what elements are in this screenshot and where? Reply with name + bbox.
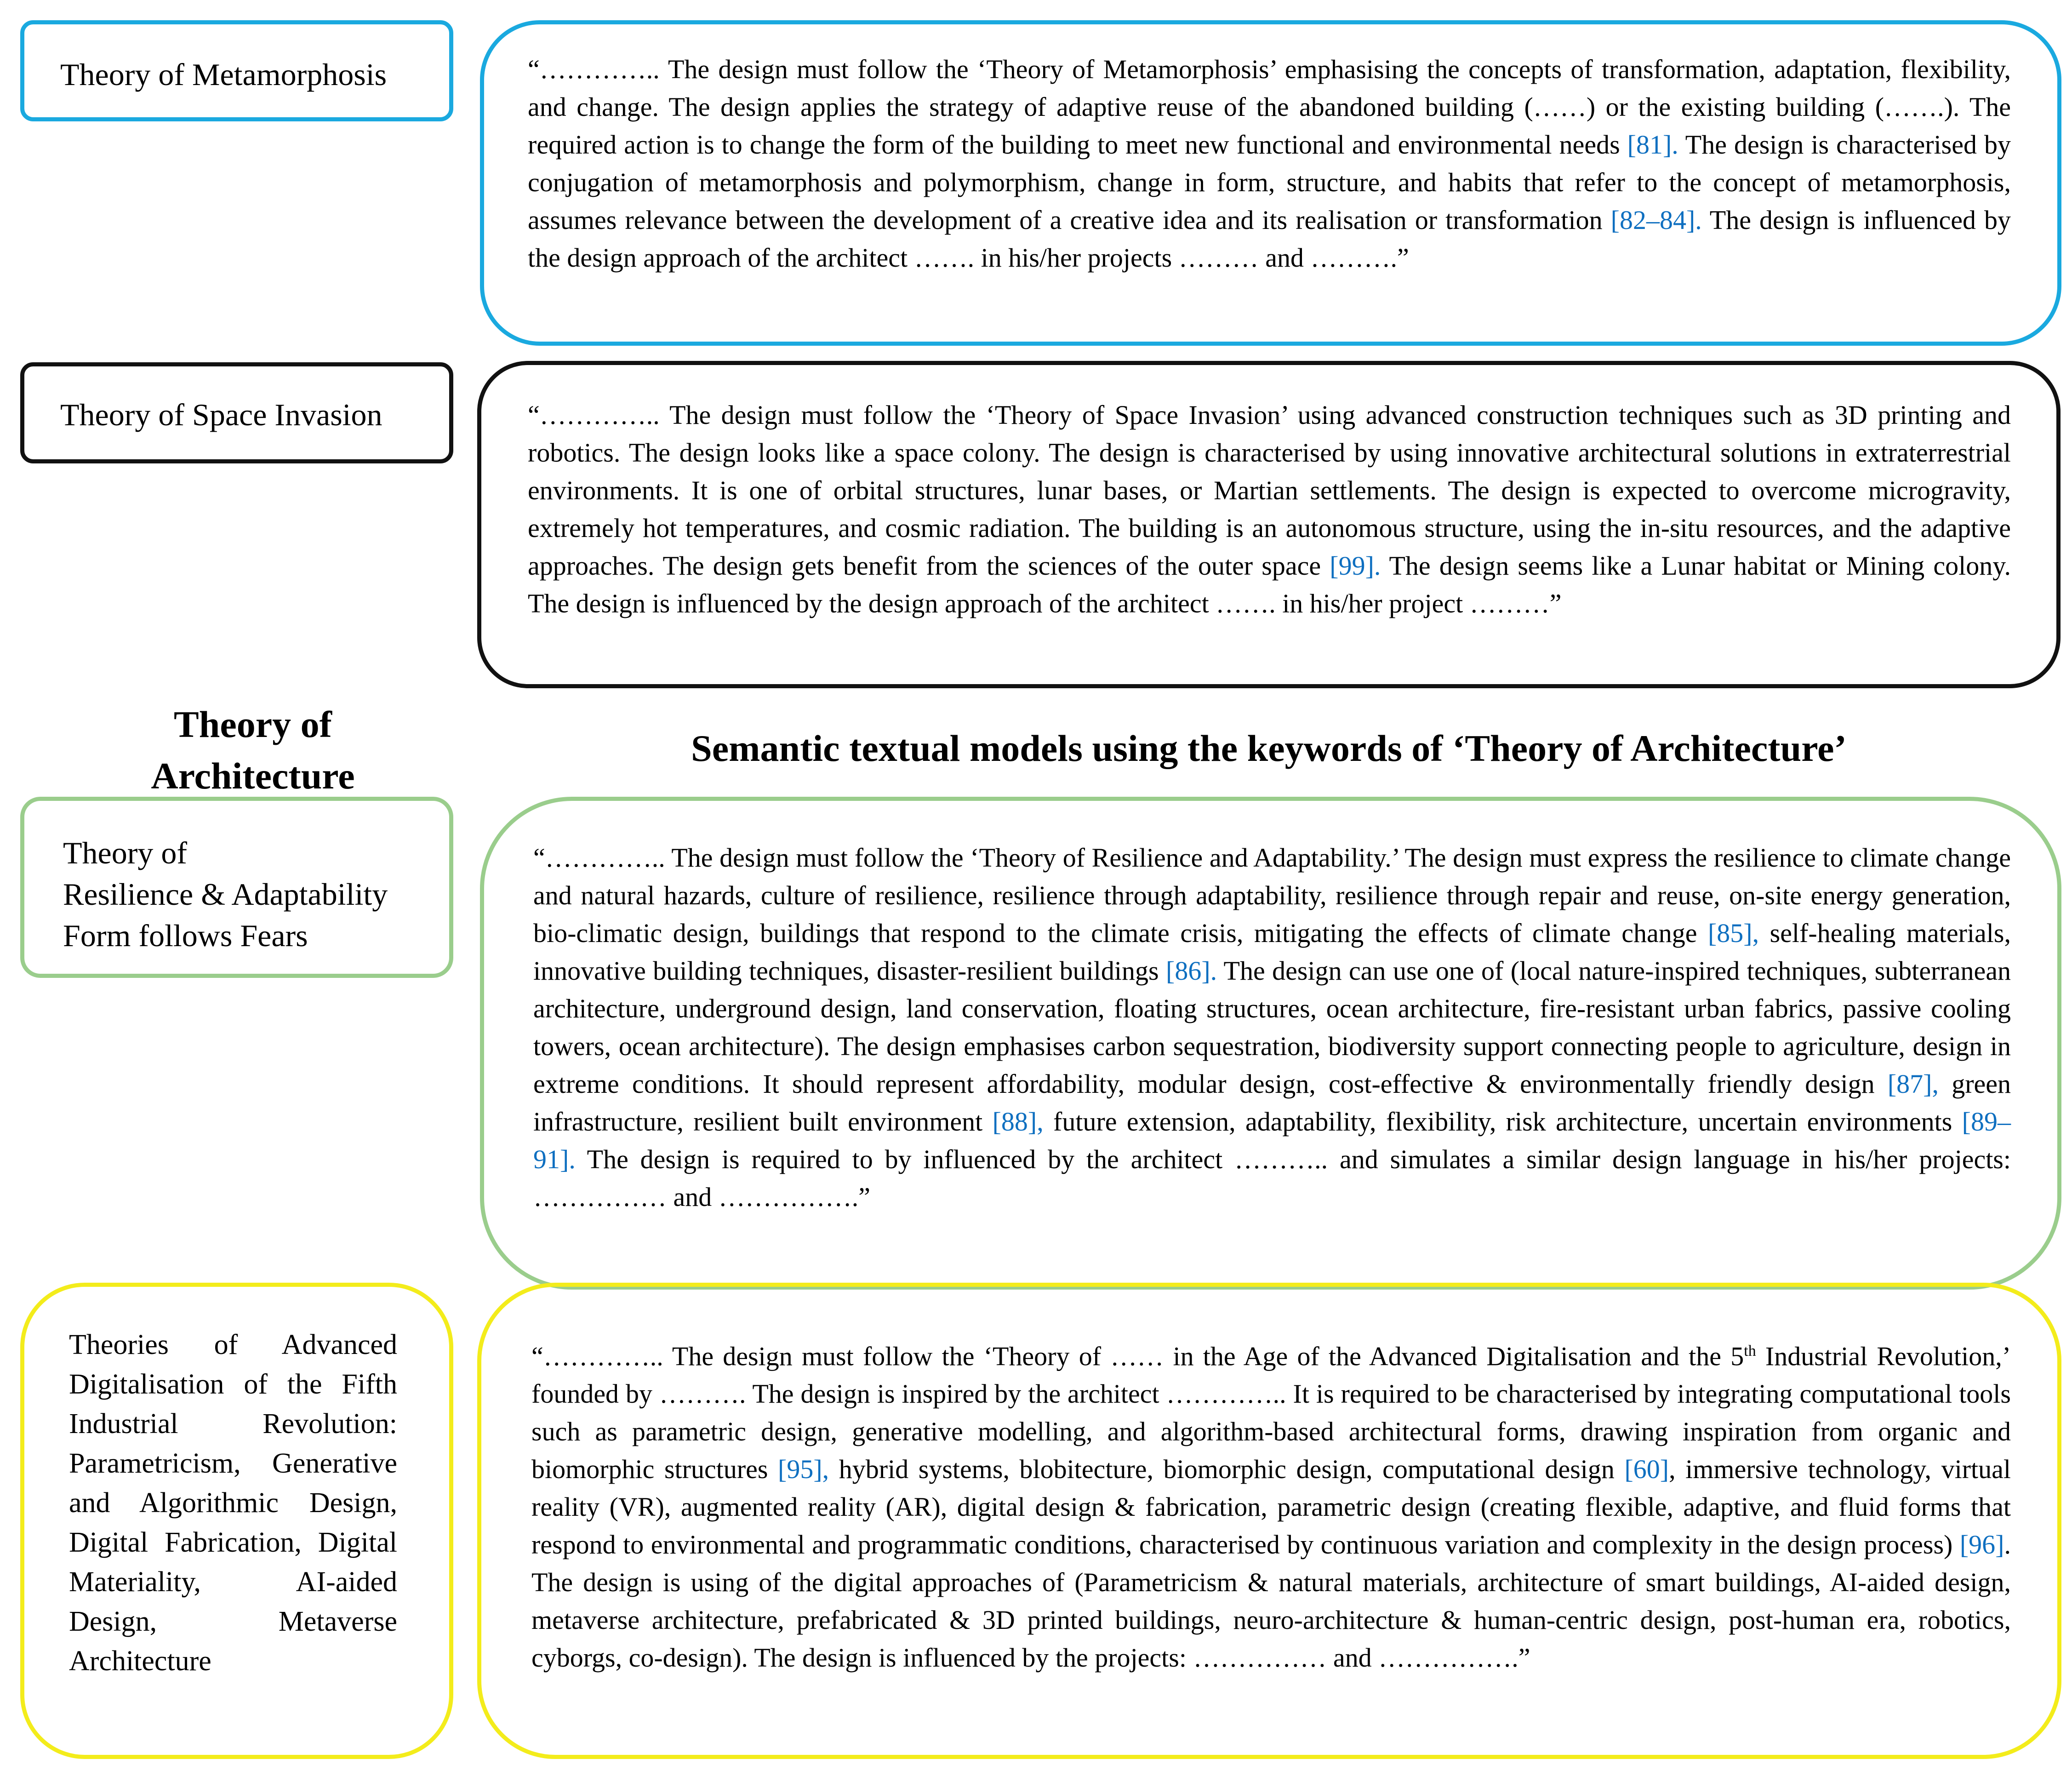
resilience-paragraph — [533, 839, 2011, 1216]
metamorphosis-text-3: The design is influenced by the design approach of the architect ……. in his/her projects ……… and ……….” — [528, 205, 2011, 273]
space-invasion-paragraph — [528, 396, 2011, 622]
resilience-label — [24, 801, 449, 956]
digitalisation-text-3: , immersive technology, virtual reality (VR), augmented reality (AR), digital design & fabrication, parametric design (creating flexible, adaptive, and fluid forms that respond to environmental and programmatic conditions, characterised by continuous variation and complexity in the design process) — [531, 1454, 2011, 1560]
resilience-text-6: The design is required to by influenced by the architect ……….. and simulates a similar design language in his/her projects: …………… and …………….” — [533, 1144, 2011, 1212]
space-invasion-text-1: “………….. The design must follow the ‘Theory of Space Invasion’ using advanced construction techniques such as 3D printing and robotics. The design looks like a space colony. The design is characterised by using innovative architectural solutions in extraterrestrial environments. It is one of orbital structures, lunar bases, or Martian settlements. The design is expected to overcome microgravity, extremely hot temperatures, and cosmic radiation. The building is an autonomous structure, using the in-situ resources, and the adaptive approaches. The design gets benefit from the sciences of the outer space — [528, 400, 2011, 581]
citation-60: [60] — [1624, 1454, 1669, 1485]
resilience-label-box — [20, 797, 453, 978]
citation-87: [87], — [1887, 1069, 1939, 1099]
sidebar-title — [46, 699, 460, 802]
digitalisation-label: Theories of Advanced Digitalisation of the Fifth Industrial Revolution: Parametricism, Generative and Algorithmic Design, Digital Fabrication, Digital Materiality, AI-aided Design, Metaverse Architecture — [69, 1329, 397, 1677]
citation-82-84: [82–84]. — [1610, 205, 1702, 235]
resilience-text-3: The design can use one of (local nature-inspired techniques, subterranean architecture, underground design, land conservation, floating structures, ocean architecture, fire-resistant urban fabrics, passive cooling towers, ocean architecture). The design emphasises carbon sequestration, biodiversity support connecting people to agriculture, design in extreme conditions. It should represent affordability, modular design, cost-effective & environmentally friendly design — [533, 956, 2011, 1099]
metamorphosis-text-1: “………….. The design must follow the ‘Theory of Metamorphosis’ emphasising the concepts of transformation, adaptation, flexibility, and change. The design applies the strategy of adaptive reuse of the abandoned building (……) or the existing building (…….). The required action is to change the form of the building to meet new functional and environmental needs — [528, 54, 2011, 160]
resilience-label-line-1: Theory of — [63, 835, 188, 870]
citation-99: [99]. — [1330, 551, 1381, 581]
resilience-text-2: self-healing materials, innovative building techniques, disaster-resilient buildings — [533, 918, 2011, 986]
digitalisation-text-1: “………….. The design must follow the ‘Theory of …… in the Age of the Advanced Digitalisation and the 5 — [531, 1341, 1744, 1371]
metamorphosis-text-2: The design is characterised by conjugation of metamorphosis and polymorphism, change in form, structure, and habits that refer to the concept of metamorphosis, assumes relevance between the development of a creative idea and its realisation or transformation — [528, 130, 2011, 235]
main-title: Semantic textual models using the keywords of ‘Theory of Architecture’ — [691, 727, 1847, 769]
resilience-label-line-2: Resilience & Adaptability — [63, 877, 388, 912]
sidebar-title-line-1: Theory of — [174, 703, 332, 745]
citation-85: [85], — [1707, 918, 1759, 948]
citation-96: [96] — [1959, 1530, 2004, 1560]
citation-86: [86]. — [1166, 956, 1217, 986]
digitalisation-text-4: . The design is using of the digital approaches of (Parametricism & natural materials, architecture of smart buildings, AI-aided design, metaverse architecture, prefabricated & 3D printed buildings, neuro-architecture & human-centric design, post-human era, robotics, cyborgs, co-design). The design is influenced by the projects: …………… and …………….” — [531, 1530, 2011, 1673]
citation-89-91: [89–91]. — [533, 1107, 2011, 1174]
metamorphosis-paragraph — [528, 51, 2011, 277]
superscript-th: th — [1744, 1342, 1756, 1359]
citation-95: [95], — [778, 1454, 829, 1485]
resilience-text-4: green infrastructure, resilient built environment — [533, 1069, 2011, 1136]
space-invasion-label: Theory of Space Invasion — [60, 397, 382, 432]
resilience-label-line-3: Form follows Fears — [63, 918, 308, 953]
citation-88: [88], — [992, 1107, 1044, 1136]
citation-81: [81]. — [1627, 130, 1678, 160]
digitalisation-text-2: hybrid systems, blobitecture, biomorphic design, computational design — [829, 1454, 1625, 1485]
space-invasion-label-box — [20, 362, 453, 463]
space-invasion-text-2: The design seems like a Lunar habitat or Mining colony. The design is influenced by the design approach of the architect ……. in his/her project ………” — [528, 551, 2011, 618]
resilience-text-5: future extension, adaptability, flexibility, risk architecture, uncertain environments — [1043, 1107, 1962, 1136]
resilience-text-1: “………….. The design must follow the ‘Theory of Resilience and Adaptability.’ The design must express the resilience to climate change and natural hazards, culture of resilience, resilience through adaptability, resilience through repair and reuse, on-site energy generation, bio-climatic design, buildings that respond to the climate crisis, mitigating the effects of climate change — [533, 843, 2011, 948]
digitalisation-paragraph — [531, 1332, 2011, 1677]
digitalisation-text-1b: Industrial Revolution,’ founded by ………. The design is inspired by the architect ………….. It is required to be characterised by integrating computational tools such as parametric design, generative modelling, and algorithm-based architectural forms, drawing inspiration from organic and biomorphic structures — [531, 1341, 2011, 1485]
sidebar-title-line-2: Architecture — [151, 755, 355, 797]
metamorphosis-label: Theory of Metamorphosis — [60, 57, 387, 92]
metamorphosis-label-box — [20, 20, 453, 121]
